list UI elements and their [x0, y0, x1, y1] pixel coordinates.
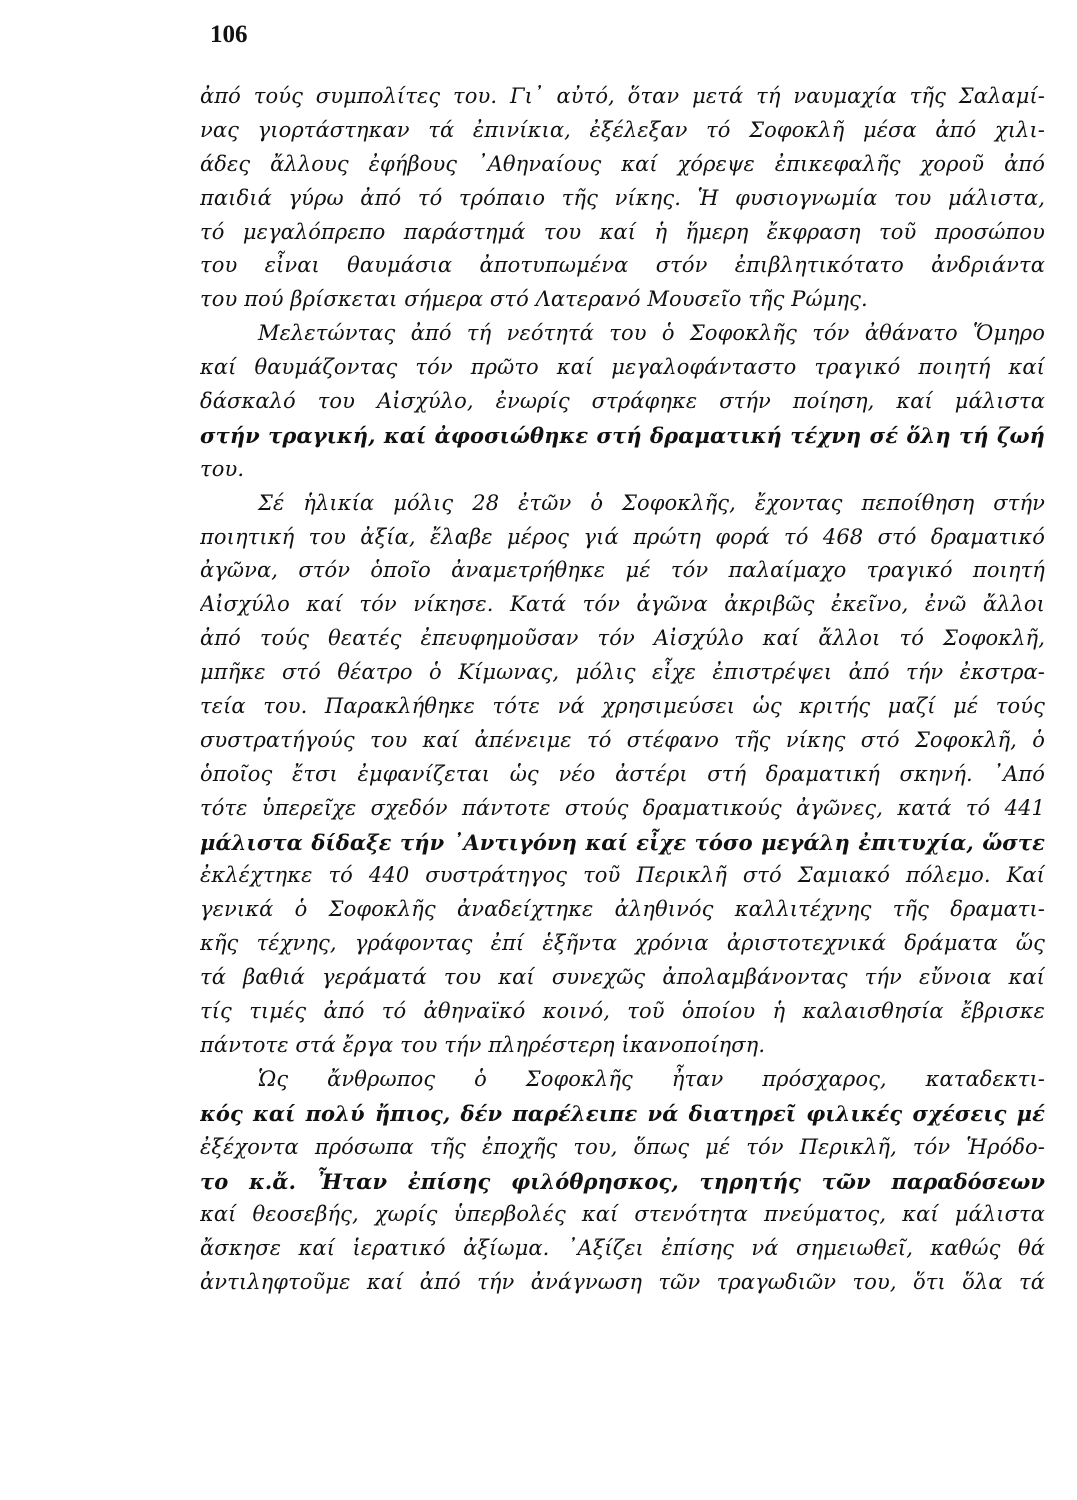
text-line: ἐξέχοντα πρόσωπα τῆς ἐποχῆς του, ὅπως μέ τόν Περικλῆ, τόν Ἡρόδο-	[200, 1134, 1045, 1159]
text-line: νας γιορτάστηκαν τά ἐπινίκια, ἐξέλεξαν τό Σοφοκλῆ μέσα ἀπό χιλι-	[200, 117, 1045, 142]
text-line: γενικά ὁ Σοφοκλῆς ἀναδείχτηκε ἀληθινός καλλιτέχνης τῆς δραματι-	[200, 897, 1045, 922]
text-line: δάσκαλό του Αἰσχύλο, ἐνωρίς στράφηκε στήν ποίηση, καί μάλιστα	[200, 389, 1045, 414]
text-line: του εἶναι θαυμάσια ἀποτυπωμένα στόν ἐπιβλητικότατο ἀνδριάντα	[200, 253, 1045, 278]
text-line: ἀγῶνα, στόν ὁποῖο ἀναμετρήθηκε μέ τόν παλαίμαχο τραγικό ποιητή	[200, 558, 1045, 583]
text-line: άδες ἄλλους ἐφήβους ᾽Αθηναίους καί χόρεψε ἐπικεφαλῆς χοροῦ ἀπό	[200, 151, 1045, 176]
text-line: ἄσκησε καί ἱερατικό ἀξίωμα. ᾽Αξίζει ἐπίσης νά σημειωθεῖ, καθώς θά	[200, 1236, 1045, 1261]
text-line: του.	[200, 456, 245, 481]
text-line: Σέ ἡλικία μόλις 28 ἐτῶν ὁ Σοφοκλῆς, ἔχοντας πεποίθηση στήν	[258, 490, 1045, 515]
page-number: 106	[210, 21, 248, 48]
text-line: συστρατήγούς του καί ἀπένειμε τό στέφανο τῆς νίκης στό Σοφοκλῆ, ὁ	[200, 727, 1045, 752]
text-line: ποιητική του ἀξία, ἔλαβε μέρος γιά πρώτη φορά τό 468 στό δραματικό	[200, 524, 1045, 549]
text-line: κῆς τέχνης, γράφοντας ἐπί ἑξῆντα χρόνια ἀριστοτεχνικά δράματα ὥς	[200, 931, 1045, 956]
text-line: παιδιά γύρω ἀπό τό τρόπαιο τῆς νίκης. Ἡ φυσιογνωμία του μάλιστα,	[200, 185, 1045, 210]
text-line: τότε ὑπερεῖχε σχεδόν πάντοτε στούς δραματικούς ἀγῶνες, κατά τό 441	[200, 795, 1045, 820]
text-line: κός καί πολύ ἤπιος, δέν παρέλειπε νά διατηρεῖ φιλικές σχέσεις μέ	[200, 1100, 1045, 1126]
text-line: μπῆκε στό θέατρο ὁ Κίμωνας, μόλις εἶχε ἐπιστρέψει ἀπό τήν ἐκστρα-	[200, 660, 1045, 685]
text-line: ἐκλέχτηκε τό 440 συστράτηγος τοῦ Περικλῆ στό Σαμιακό πόλεμο. Καί	[200, 863, 1045, 888]
text-line: Μελετώντας ἀπό τή νεότητά του ὁ Σοφοκλῆς τόν ἀθάνατο Ὅμηρο	[258, 321, 1045, 346]
text-line: πάντοτε στά ἔργα του τήν πληρέστερη ἱκανοποίηση.	[200, 1032, 766, 1057]
text-line: το κ.ἄ. Ἦταν ἐπίσης φιλόθρησκος, τηρητής τῶν παραδόσεων	[200, 1168, 1045, 1194]
text-line: ἀπό τούς συμπολίτες του. Γι᾽ αὐτό, ὅταν μετά τή ναυμαχία τῆς Σαλαμί-	[200, 84, 1045, 108]
text-line: του πού βρίσκεται σήμερα στό Λατερανό Μουσεῖο τῆς Ρώμης.	[200, 287, 868, 312]
text-line: καί θαυμάζοντας τόν πρῶτο καί μεγαλοφάνταστο τραγικό ποιητή καί	[200, 355, 1045, 380]
text-line: στήν τραγική, καί ἀφοσιώθηκε στή δραματική τέχνη σέ ὅλη τή ζωή	[200, 422, 1045, 448]
text-line: καί θεοσεβής, χωρίς ὑπερβολές καί στενότητα πνεύματος, καί μάλιστα	[200, 1202, 1045, 1227]
text-line: Ὡς ἄνθρωπος ὁ Σοφοκλῆς ἦταν πρόσχαρος, καταδεκτι-	[258, 1066, 1045, 1091]
text-line: μάλιστα δίδαξε τήν ᾽Αντιγόνη καί εἶχε τόσο μεγάλη ἐπιτυχία, ὥστε	[200, 829, 1045, 855]
text-line: ἀντιληφτοῦμε καί ἀπό τήν ἀνάγνωση τῶν τραγωδιῶν του, ὅτι ὅλα τά	[200, 1270, 1045, 1295]
text-line: τεία του. Παρακλήθηκε τότε νά χρησιμεύσει ὡς κριτής μαζί μέ τούς	[200, 694, 1045, 719]
text-line: Αἰσχύλο καί τόν νίκησε. Κατά τόν ἀγῶνα ἀκριβῶς ἐκεῖνο, ἐνῶ ἄλλοι	[200, 592, 1045, 617]
text-line: ὁποῖος ἔτσι ἐμφανίζεται ὡς νέο ἀστέρι στή δραματική σκηνή. ᾽Από	[200, 761, 1045, 786]
text-line: τό μεγαλόπρεπο παράστημά του καί ἡ ἥμερη ἔκφραση τοῦ προσώπου	[200, 219, 1045, 244]
text-line: τίς τιμές ἀπό τό ἀθηναϊκό κοινό, τοῦ ὁποίου ἡ καλαισθησία ἔβρισκε	[200, 999, 1045, 1024]
body-text	[200, 80, 1045, 1300]
text-line: τά βαθιά γεράματά του καί συνεχῶς ἀπολαμβάνοντας τήν εὔνοια καί	[200, 965, 1045, 990]
text-line: ἀπό τούς θεατές ἐπευφημοῦσαν τόν Αἰσχύλο καί ἄλλοι τό Σοφοκλῆ,	[200, 626, 1045, 651]
